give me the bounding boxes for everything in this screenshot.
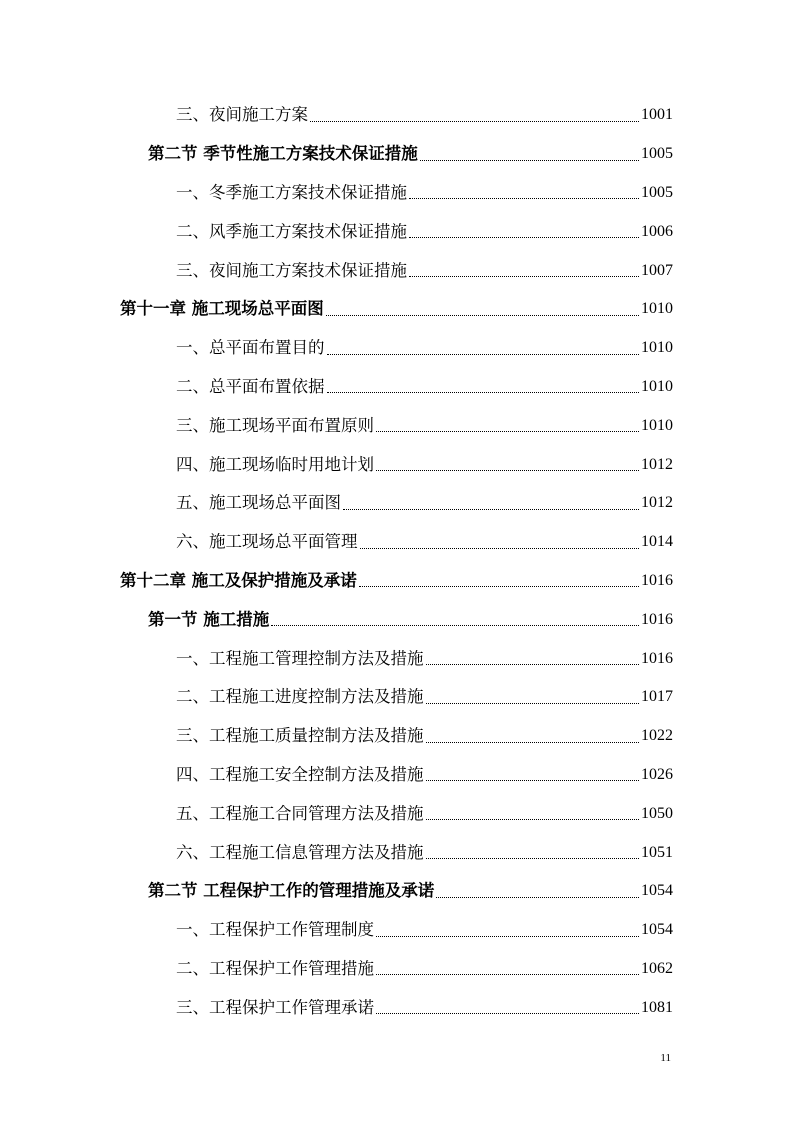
toc-section-heading[interactable]	[0, 872, 793, 911]
toc-entry[interactable]	[0, 368, 793, 407]
toc-leader-dots	[436, 897, 639, 898]
toc-entry-title: 一、工程施工管理控制方法及措施	[176, 648, 424, 668]
toc-entry[interactable]	[0, 988, 793, 1027]
toc-leader-dots	[420, 160, 639, 161]
toc-entry[interactable]	[0, 678, 793, 717]
toc-entry-title: 一、工程保护工作管理制度	[176, 920, 374, 940]
toc-entry[interactable]	[0, 717, 793, 756]
toc-entry[interactable]	[0, 523, 793, 562]
toc-entry[interactable]	[0, 445, 793, 484]
toc-leader-dots	[327, 392, 640, 393]
toc-leader-dots	[376, 974, 639, 975]
toc-entry-page: 1016	[641, 610, 673, 628]
toc-leader-dots	[376, 431, 639, 432]
toc-entry-title: 三、工程保护工作管理承诺	[176, 997, 374, 1017]
toc-entry-title: 二、风季施工方案技术保证措施	[176, 221, 407, 241]
toc-leader-dots	[409, 198, 639, 199]
toc-entry-title: 五、施工现场总平面图	[176, 493, 341, 513]
toc-entry-page: 1010	[641, 416, 673, 434]
toc-leader-dots	[426, 780, 640, 781]
toc-entry-page: 1010	[641, 300, 673, 318]
toc-entry[interactable]	[0, 950, 793, 989]
toc-leader-dots	[409, 237, 639, 238]
toc-chapter-heading[interactable]	[0, 290, 793, 329]
toc-entry-page: 1017	[641, 688, 673, 706]
toc-entry[interactable]	[0, 174, 793, 213]
toc-entry[interactable]	[0, 833, 793, 872]
toc-leader-dots	[359, 586, 639, 587]
toc-entry-title: 六、工程施工信息管理方法及措施	[176, 842, 424, 862]
toc-leader-dots	[343, 509, 639, 510]
toc-entry-title: 三、工程施工质量控制方法及措施	[176, 726, 424, 746]
toc-leader-dots	[409, 276, 639, 277]
toc-entry-title: 五、工程施工合同管理方法及措施	[176, 803, 424, 823]
toc-entry-page: 1012	[641, 494, 673, 512]
toc-entry-title: 三、夜间施工方案	[176, 105, 308, 125]
toc-entry[interactable]	[0, 96, 793, 135]
toc-entry-title: 第二节 季节性施工方案技术保证措施	[148, 144, 418, 164]
toc-entry-page: 1005	[641, 145, 673, 163]
toc-leader-dots	[360, 548, 640, 549]
toc-entry-page: 1051	[641, 843, 673, 861]
toc-entry[interactable]	[0, 484, 793, 523]
toc-entry-title: 四、施工现场临时用地计划	[176, 454, 374, 474]
toc-leader-dots	[310, 121, 639, 122]
toc-entry-title: 第十一章 施工现场总平面图	[120, 299, 324, 319]
toc-section-heading[interactable]	[0, 135, 793, 174]
toc-entry-title: 一、冬季施工方案技术保证措施	[176, 182, 407, 202]
toc-leader-dots	[426, 742, 640, 743]
toc-leader-dots	[326, 315, 639, 316]
toc-entry-title: 二、总平面布置依据	[176, 376, 325, 396]
table-of-contents	[0, 96, 793, 1027]
toc-entry-title: 四、工程施工安全控制方法及措施	[176, 764, 424, 784]
toc-entry-page: 1081	[641, 998, 673, 1016]
toc-entry[interactable]	[0, 329, 793, 368]
toc-entry[interactable]	[0, 639, 793, 678]
toc-leader-dots	[426, 819, 640, 820]
toc-chapter-heading[interactable]	[0, 562, 793, 601]
toc-entry-page: 1054	[641, 882, 673, 900]
toc-entry-page: 1016	[641, 571, 673, 589]
toc-entry-title: 二、工程施工进度控制方法及措施	[176, 687, 424, 707]
toc-entry-page: 1010	[641, 339, 673, 357]
toc-entry-title: 六、施工现场总平面管理	[176, 532, 358, 552]
toc-leader-dots	[327, 354, 640, 355]
toc-leader-dots	[426, 858, 640, 859]
toc-entry-page: 1026	[641, 765, 673, 783]
toc-entry[interactable]	[0, 911, 793, 950]
toc-entry[interactable]	[0, 794, 793, 833]
toc-entry-page: 1012	[641, 455, 673, 473]
toc-entry[interactable]	[0, 212, 793, 251]
toc-entry[interactable]	[0, 251, 793, 290]
toc-entry[interactable]	[0, 756, 793, 795]
toc-entry-page: 1007	[641, 261, 673, 279]
toc-entry-title: 三、夜间施工方案技术保证措施	[176, 260, 407, 280]
toc-entry-title: 二、工程保护工作管理措施	[176, 958, 374, 978]
toc-section-heading[interactable]	[0, 600, 793, 639]
toc-entry-title: 第一节 施工措施	[148, 609, 270, 629]
toc-entry-page: 1001	[641, 106, 673, 124]
toc-entry[interactable]	[0, 406, 793, 445]
toc-leader-dots	[271, 625, 639, 626]
toc-entry-page: 1010	[641, 377, 673, 395]
toc-leader-dots	[376, 936, 639, 937]
toc-entry-page: 1050	[641, 804, 673, 822]
toc-entry-page: 1016	[641, 649, 673, 667]
toc-entry-page: 1062	[641, 959, 673, 977]
toc-leader-dots	[426, 703, 640, 704]
toc-entry-page: 1054	[641, 921, 673, 939]
toc-entry-title: 第二节 工程保护工作的管理措施及承诺	[148, 881, 435, 901]
toc-leader-dots	[376, 1013, 639, 1014]
toc-entry-page: 1005	[641, 183, 673, 201]
toc-entry-title: 一、总平面布置目的	[176, 338, 325, 358]
toc-leader-dots	[426, 664, 640, 665]
toc-entry-page: 1022	[641, 727, 673, 745]
toc-leader-dots	[376, 470, 639, 471]
toc-entry-title: 第十二章 施工及保护措施及承诺	[120, 570, 357, 590]
toc-entry-page: 1006	[641, 222, 673, 240]
toc-entry-page: 1014	[641, 533, 673, 551]
toc-entry-title: 三、施工现场平面布置原则	[176, 415, 374, 435]
page-number: 11	[660, 1052, 671, 1064]
